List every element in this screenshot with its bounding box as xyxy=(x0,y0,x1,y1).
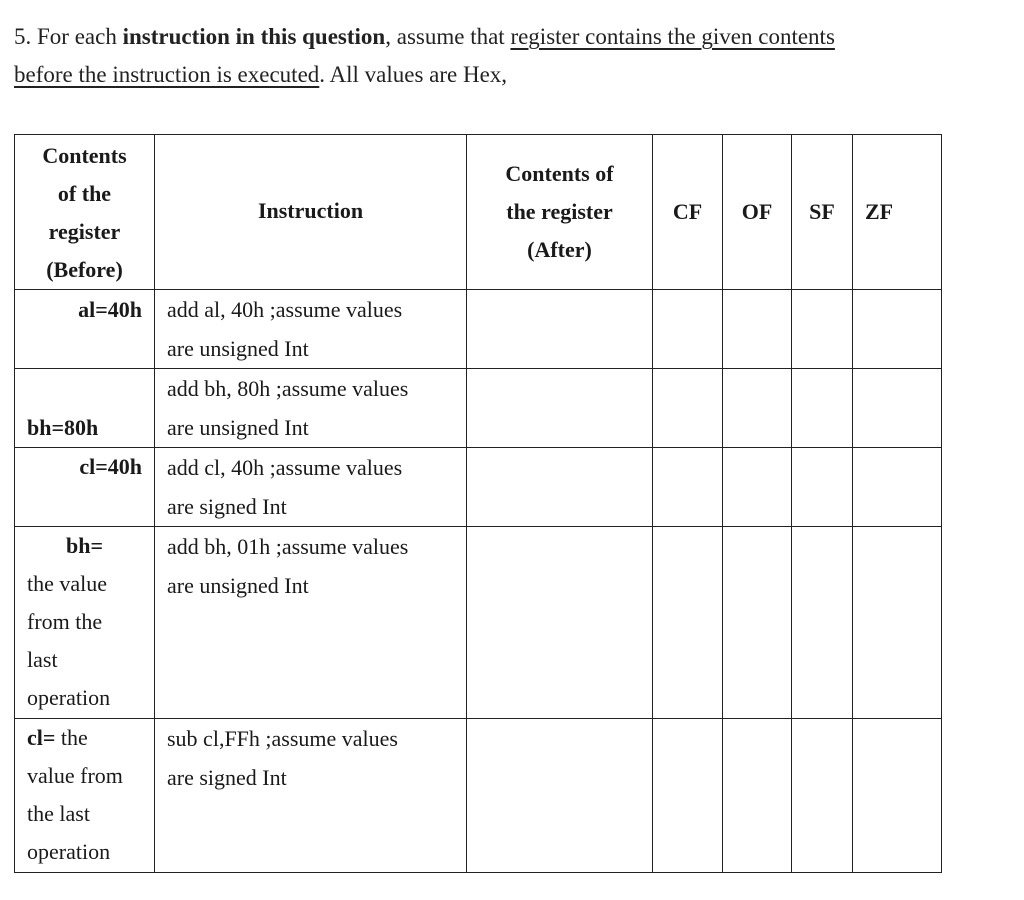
of-cell[interactable] xyxy=(723,290,792,369)
zf-cell[interactable] xyxy=(853,290,942,369)
instruction-cell: add bh, 80h ;assume values are unsigned Int xyxy=(155,369,467,448)
after-cell[interactable] xyxy=(467,719,653,873)
before-cell: bh=80h xyxy=(15,369,155,448)
of-cell[interactable] xyxy=(723,719,792,873)
of-cell[interactable] xyxy=(723,527,792,719)
question-part2: , assume that xyxy=(385,24,511,49)
header-instruction: Instruction xyxy=(155,135,467,290)
before-cell: al=40h xyxy=(15,290,155,369)
question-number: 5. xyxy=(14,24,32,49)
sf-cell[interactable] xyxy=(792,290,853,369)
zf-cell[interactable] xyxy=(853,448,942,527)
question-underline-2: before the instruction is executed xyxy=(14,62,320,87)
header-sf: SF xyxy=(792,135,853,290)
sf-cell[interactable] xyxy=(792,369,853,448)
register-table xyxy=(14,134,942,873)
question-part1: For each xyxy=(31,24,123,49)
of-cell[interactable] xyxy=(723,448,792,527)
table-row xyxy=(15,527,942,719)
header-cf: CF xyxy=(653,135,723,290)
instruction-cell: add bh, 01h ;assume values are unsigned Int xyxy=(155,527,467,719)
header-after: Contents of the register (After) xyxy=(467,135,653,290)
question-underline-1: register contains the given contents xyxy=(510,24,835,49)
cf-cell[interactable] xyxy=(653,527,723,719)
table-row xyxy=(15,369,942,448)
instruction-cell: add al, 40h ;assume values are unsigned Int xyxy=(155,290,467,369)
zf-cell[interactable] xyxy=(853,527,942,719)
instruction-cell: add cl, 40h ;assume values are signed Int xyxy=(155,448,467,527)
sf-cell[interactable] xyxy=(792,448,853,527)
header-zf: ZF xyxy=(853,135,942,290)
table-row xyxy=(15,719,942,873)
header-row xyxy=(15,135,942,290)
sf-cell[interactable] xyxy=(792,719,853,873)
header-of: OF xyxy=(723,135,792,290)
instruction-cell: sub cl,FFh ;assume values are signed Int xyxy=(155,719,467,873)
after-cell[interactable] xyxy=(467,448,653,527)
cf-cell[interactable] xyxy=(653,369,723,448)
before-cell: cl=40h xyxy=(15,448,155,527)
cf-cell[interactable] xyxy=(653,290,723,369)
table-row xyxy=(15,290,942,369)
cf-cell[interactable] xyxy=(653,719,723,873)
table-row xyxy=(15,448,942,527)
zf-cell[interactable] xyxy=(853,719,942,873)
register-desc: the xyxy=(55,725,88,750)
question-text xyxy=(14,18,1004,94)
after-cell[interactable] xyxy=(467,369,653,448)
header-before: Contents of the register (Before) xyxy=(15,135,155,290)
before-cell: bh= the value from the last operation xyxy=(15,527,155,719)
register-name: cl= xyxy=(27,725,56,750)
of-cell[interactable] xyxy=(723,369,792,448)
after-cell[interactable] xyxy=(467,527,653,719)
after-cell[interactable] xyxy=(467,290,653,369)
question-bold: instruction in this question xyxy=(122,24,386,49)
question-part3: . All values are Hex, xyxy=(319,62,508,87)
sf-cell[interactable] xyxy=(792,527,853,719)
before-cell: cl= the value from the last operation xyxy=(15,719,155,873)
zf-cell[interactable] xyxy=(853,369,942,448)
cf-cell[interactable] xyxy=(653,448,723,527)
